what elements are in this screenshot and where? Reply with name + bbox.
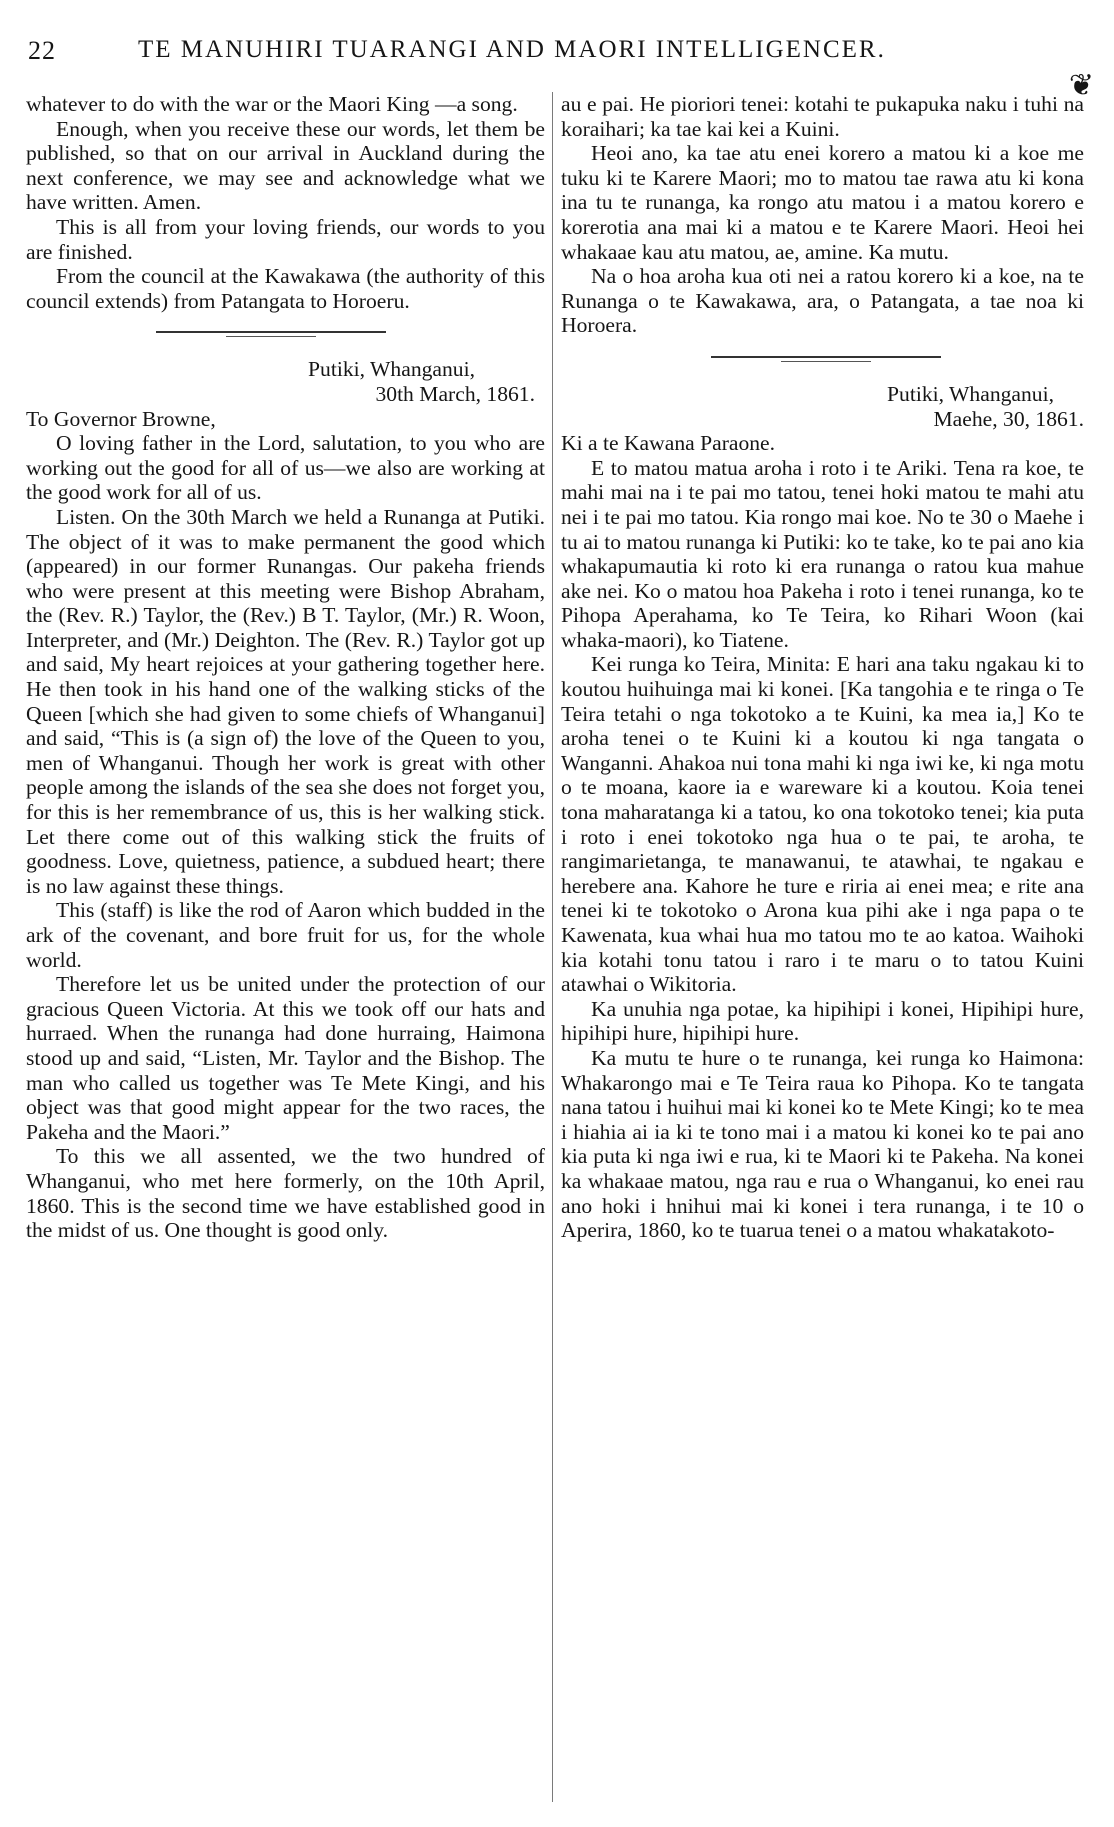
paragraph: Therefore let us be united under the protection of our gracious Queen Victoria. At this we took off our hats and hurraed. When the runanga had done hurraing, Haimona stood up and said, “Listen, Mr. Taylor and the Bishop. The man who called us together was Te Mete Kingi, and his object was that good might appear for the two races, the Pakeha and the Maori.” [26, 972, 545, 1144]
paragraph: Ka mutu te hure o te runanga, kei runga ko Haimona: Whakarongo mai e Te Teira raua ko Pihopa. Ko te tangata nana tatou i huihui mai ki konei ko te Mete Kingi; ko te mea i hiahia ai ia ki te tono mai i a matou ki konei ko te pai ano kia puta ki nga iwi e rua, ki te Maori ki te Pakeha. Na konei ka whakaae matou, nga rau e rua o Whanganui, ko enei rau ano hoki i hnihui mai ki konei i tera runanga, i te 10 o Aperira, 1860, ko te tuarua tenei o a matou whakatakoto- [561, 1045, 1084, 1243]
page-number: 22 [28, 36, 56, 65]
letter-salutation: To Governor Browne, [26, 406, 216, 431]
paragraph: O loving father in the Lord, salutation, to you who are working out the good for all of us—we also are working at the good work for all of us. [26, 431, 545, 505]
paragraph: Ka unuhia nga potae, ka hipihipi i konei, Hipihipi hure, hipihipi hure, hipihipi hure. [561, 996, 1084, 1046]
paragraph: Na o hoa aroha kua oti nei a ratou korero ki a koe, na te Runanga o te Kawakawa, ara, o Patangata, a tae noa ki Horoera. [561, 264, 1084, 338]
page-header [28, 36, 1088, 76]
paragraph: To this we all assented, we the two hundred of Whanganui, who met here formerly, on the 10th April, 1860. This is the second time we have established good in the midst of us. One thought is good only. [26, 1144, 545, 1243]
english-column [26, 92, 545, 1243]
letter-place: Putiki, Whanganui, [308, 357, 475, 382]
section-separator [561, 338, 1084, 382]
paragraph: Enough, when you receive these our words, let them be published, so that on our arrival in Auckland during the next conference, we may see and acknowledge what we have written. Amen. [26, 116, 545, 215]
paragraph: From the council at the Kawakawa (the authority of this council extends) from Patangata to Horoeru. [26, 264, 545, 313]
letter-place: Putiki, Whanganui, [887, 381, 1054, 406]
paragraph: Kei runga ko Teira, Minita: E hari ana taku ngakau ki to koutou huihuinga mai ki konei. [Ka tangohia e te ringa o Te Teira tetahi o nga tokotoko a te Kuini, ka mea ia,] Ko te aroha tenei o te Kuini ki a koutou ki nga tangata o Wanganni. Ahakoa nui tona mahi ki nga iwi ke, ki nga motu o te moana, kaore ia e wareware ki a koutou. Koia tenei tona maharatanga ki a tatou, ko ona tokotoko tenei; kia puta i roto i enei tokotoko nga hua o te pai, te aroha, te rangimarietanga, te manawanui, te atawhai, te ngakau e herebere ana. Kahore he ture e riria ai enei mea; e rite ana tenei ki te tokotoko o Arona kua pihi ake i nga papa o te Kawenata, kua whai hua mo tatou mo te ao katoa. Waihoki kia kotahi tonu tatou i raro i te maru o to tatou Kuini atawhai o Wikitoria. [561, 652, 1084, 997]
section-separator [26, 313, 545, 357]
letter-salutation: Ki a te Kawana Paraone. [561, 431, 776, 456]
paragraph: This (staff) is like the rod of Aaron which budded in the ark of the covenant, and bore fruit for us, for the whole world. [26, 898, 545, 972]
letter-date: Maehe, 30, 1861. [933, 406, 1084, 431]
paragraph: au e pai. He pioriori tenei: kotahi te pukapuka naku i tuhi na koraihari; ka tae kai kei a Kuini. [561, 92, 1084, 141]
page-title: TE MANUHIRI TUARANGI AND MAORI INTELLIGENCER. [138, 36, 886, 63]
paragraph: E to matou matua aroha i roto i te Ariki. Tena ra koe, te mahi mai na i te pai mo tatou, tenei hoki matou te mahi atu nei i te pai mo tatou. Kia rongo mai koe. No te 30 o Maehe i tu ai to matou runanga ki Putiki: ko te take, ko te pai ano kia whakapumautia ki roto ki era runanga o ratou kua mahue ake nei. Ko o matou hoa Pakeha i roto i tenei runanga, ko te Pihopa Aperahama, ko Te Teira, ko Rihari Woon (kai whaka-maori), ko Tiatene. [561, 455, 1084, 652]
paragraph: Listen. On the 30th March we held a Runanga at Putiki. The object of it was to make permanent the good which (appeared) in our former Runangas. Our pakeha friends who were present at this meeting were Bishop Abraham, the (Rev. R.) Taylor, the (Rev.) B T. Taylor, (Mr.) R. Woon, Interpreter, and (Mr.) Deighton. The (Rev. R.) Taylor got up and said, My heart rejoices at your gathering together here. He then took in his hand one of the walking sticks of the Queen [which she had given to some chiefs of Whanganui] and said, “This is (a sign of) the love of the Queen to you, men of Whanganui. Though her work is great with other people among the islands of the sea she does not forget you, for this is her remembrance of us, this is her walking stick. Let there come out of this walking stick the fruits of goodness. Love, quietness, patience, a subdued heart; there is no law against these things. [26, 504, 545, 898]
maori-column [561, 92, 1084, 1243]
paragraph: Heoi ano, ka tae atu enei korero a matou ki a koe me tuku ki te Karere Maori; mo to matou tae rawa atu ki kona ina tu te runanga, ka rongo atu matou i a matou korero e korerotia ana mai ki a matou e te Karere Maori. Heoi hei whakaae kau atu matou, ae, amine. Ka mutu. [561, 141, 1084, 264]
paragraph: This is all from your loving friends, our words to you are finished. [26, 214, 545, 264]
ornament-icon: ❦ [1068, 69, 1094, 102]
paragraph: whatever to do with the war or the Maori King —a song. [26, 92, 518, 116]
column-divider [552, 92, 553, 1802]
letter-date: 30th March, 1861. [375, 381, 535, 406]
